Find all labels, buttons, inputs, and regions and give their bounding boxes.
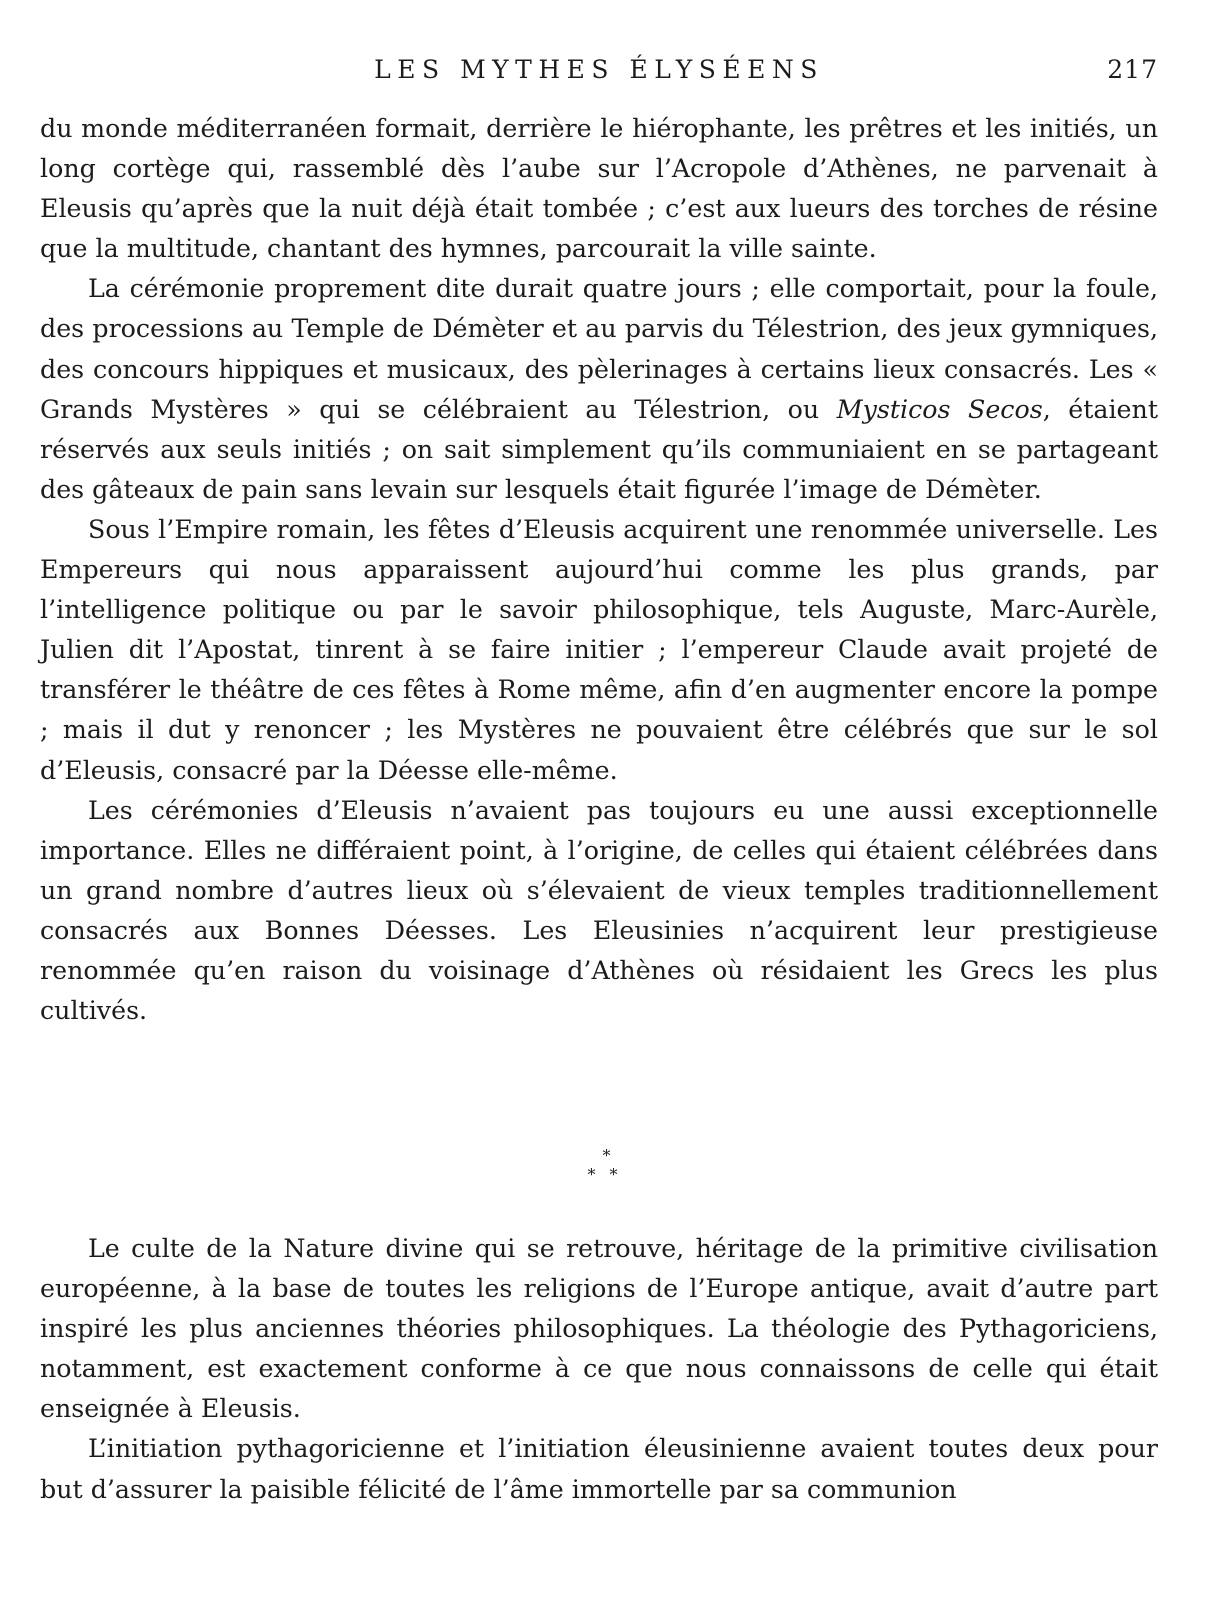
section-break-asterism — [0, 1146, 1205, 1194]
page-header — [40, 50, 1158, 90]
paragraph-eleusis-ceremonies: Les cérémonies d’Eleusis n’avaient pas toujours eu une aussi exceptionnelle importance. Elles ne différaient point, à l’origine, de celles qui étaient célébrées dans un grand nombre d’autres lieux où s’élevaient de vieux temples traditionnellement consacrés aux Bonnes Déesses. Les Eleusinies n’acquirent leur prestigieuse renommée qu’en raison du voisinage d’Athènes où résidaient les Grecs les plus cultivés. — [40, 795, 1158, 1026]
asterism-bottom-stars: ** — [587, 1165, 632, 1184]
paragraph-ceremony-text-1: La cérémonie proprement dite durait quatre jours ; elle comportait, pour la foule, des processions au Temple de Démèter et au parvis du Télestrion, des jeux gymniques, des concours hippiques et musicaux, des pèlerinages à certains lieux consacrés. Les « Grands Mystères » qui se célébraient au Télestrion, ou — [40, 274, 1158, 424]
italic-term: Mysticos Secos — [836, 394, 1043, 424]
paragraph-nature-cult: Le culte de la Nature divine qui se retrouve, héritage de la primitive civilisation européenne, à la base de toutes les religions de l’Europe antique, avait d’autre part inspiré les plus anciennes théories philosophiques. La théologie des Pythagoriciens, notamment, est exactement conforme à ce que nous connaissons de celle qui était enseignée à Eleusis. — [40, 1234, 1158, 1424]
running-title: LES MYTHES ÉLYSÉENS — [374, 55, 824, 84]
paragraph-continuation: du monde méditerranéen formait, derrière le hiérophante, les prêtres et les initiés, un long cortège qui, rassemblé dès l’aube sur l’Acropole d’Athènes, ne parvenait à Eleusis qu’après que la nuit déjà était tombée ; c’est aux lueurs des torches de résine que la multitude, chantant des hymnes, parcourait la ville sainte. — [40, 114, 1158, 264]
paragraph-roman-empire: Sous l’Empire romain, les fêtes d’Eleusis acquirent une renommée universelle. Les Empereurs qui nous apparaissent aujourd’hui comme les plus grands, par l’intelligence politique ou par le savoir philosophique, tels Auguste, Marc-Aurèle, Julien dit l’Apostat, tinrent à se faire initier ; l’empereur Claude avait projeté de transférer le théâtre de ces fêtes à Rome même, afin d’en augmenter encore la pompe ; mais il dut y renoncer ; les Mystères ne pouvaient être célébrés que sur le sol d’Eleusis, consacré par la Déesse elle-même. — [40, 514, 1158, 785]
asterism-top-star: * — [602, 1146, 611, 1165]
paragraph-pythagorean-initiation: L’initiation pythagoricienne et l’initiation éleusinienne avaient toutes deux pour but d’assurer la paisible félicité de l’âme immortelle par sa communion — [40, 1434, 1158, 1504]
body-text-section-2 — [40, 1229, 1158, 1510]
paragraph-ceremony-text-2: , étaient réservés aux seuls initiés ; on sait simplement qu’ils communiaient en se partageant des gâteaux de pain sans levain sur lesquels était figurée l’image de Démèter. — [40, 394, 1158, 504]
body-text-section-1 — [40, 109, 1158, 1031]
paragraph-ceremony — [40, 269, 1158, 510]
page-number: 217 — [1107, 55, 1158, 84]
